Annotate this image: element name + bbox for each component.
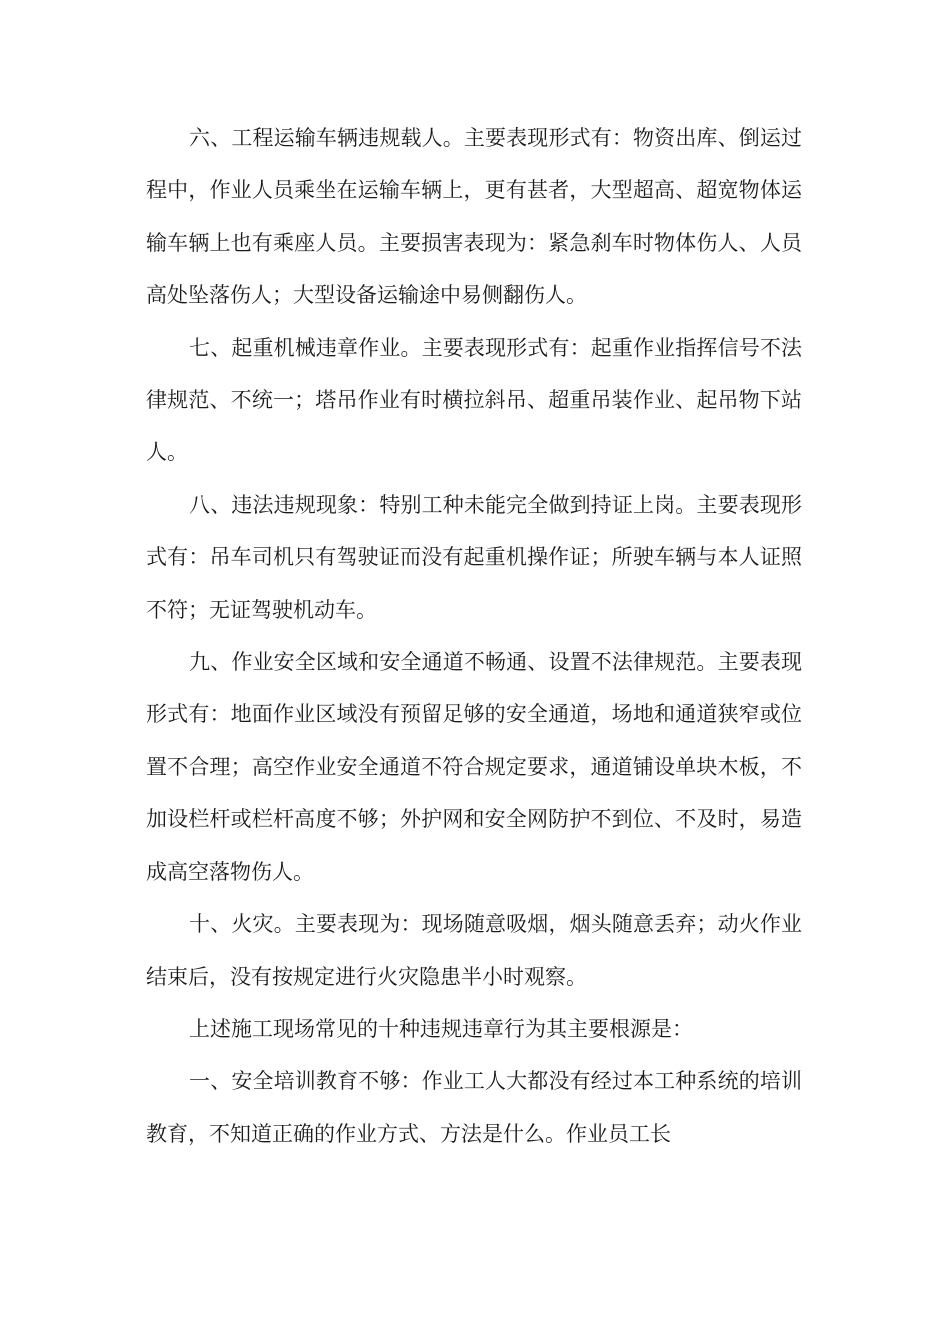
- document-body: [146, 112, 802, 1160]
- paragraph-crane-violations: 七、起重机械违章作业。主要表现形式有：起重作业指挥信号不法律规范、不统一；塔吊作业有时横拉斜吊、超重吊装作业、起吊物下站人。: [146, 335, 802, 465]
- paragraph-fire: 十、火灾。主要表现为：现场随意吸烟，烟头随意丢弃；动火作业结束后，没有按规定进行火灾隐患半小时观察。: [146, 912, 802, 989]
- paragraph-illegal-operation: 八、违法违规现象：特别工种未能完全做到持证上岗。主要表现形式有：吊车司机只有驾驶证而没有起重机操作证；所驶车辆与本人证照不符；无证驾驶机动车。: [146, 492, 802, 622]
- paragraph-training-insufficient: 一、安全培训教育不够：作业工人大都没有经过本工种系统的培训教育，不知道正确的作业方式、方法是什么。作业员工长: [146, 1069, 802, 1146]
- paragraph-vehicle-passengers: 六、工程运输车辆违规载人。主要表现形式有：物资出库、倒运过程中，作业人员乘坐在运输车辆上，更有甚者，大型超高、超宽物体运输车辆上也有乘座人员。主要损害表现为：紧急刹车时物体伤人、人员高处坠落伤人；大型设备运输途中易侧翻伤人。: [146, 126, 802, 308]
- paragraph-safety-passage: 九、作业安全区域和安全通道不畅通、设置不法律规范。主要表现形式有：地面作业区域没有预留足够的安全通道，场地和通道狭窄或位置不合理；高空作业安全通道不符合规定要求，通道铺设单块木板，不加设栏杆或栏杆高度不够；外护网和安全网防护不到位、不及时，易造成高空落物伤人。: [146, 650, 802, 884]
- paragraph-root-causes-intro: 上述施工现场常见的十种违规违章行为其主要根源是：: [189, 1016, 694, 1041]
